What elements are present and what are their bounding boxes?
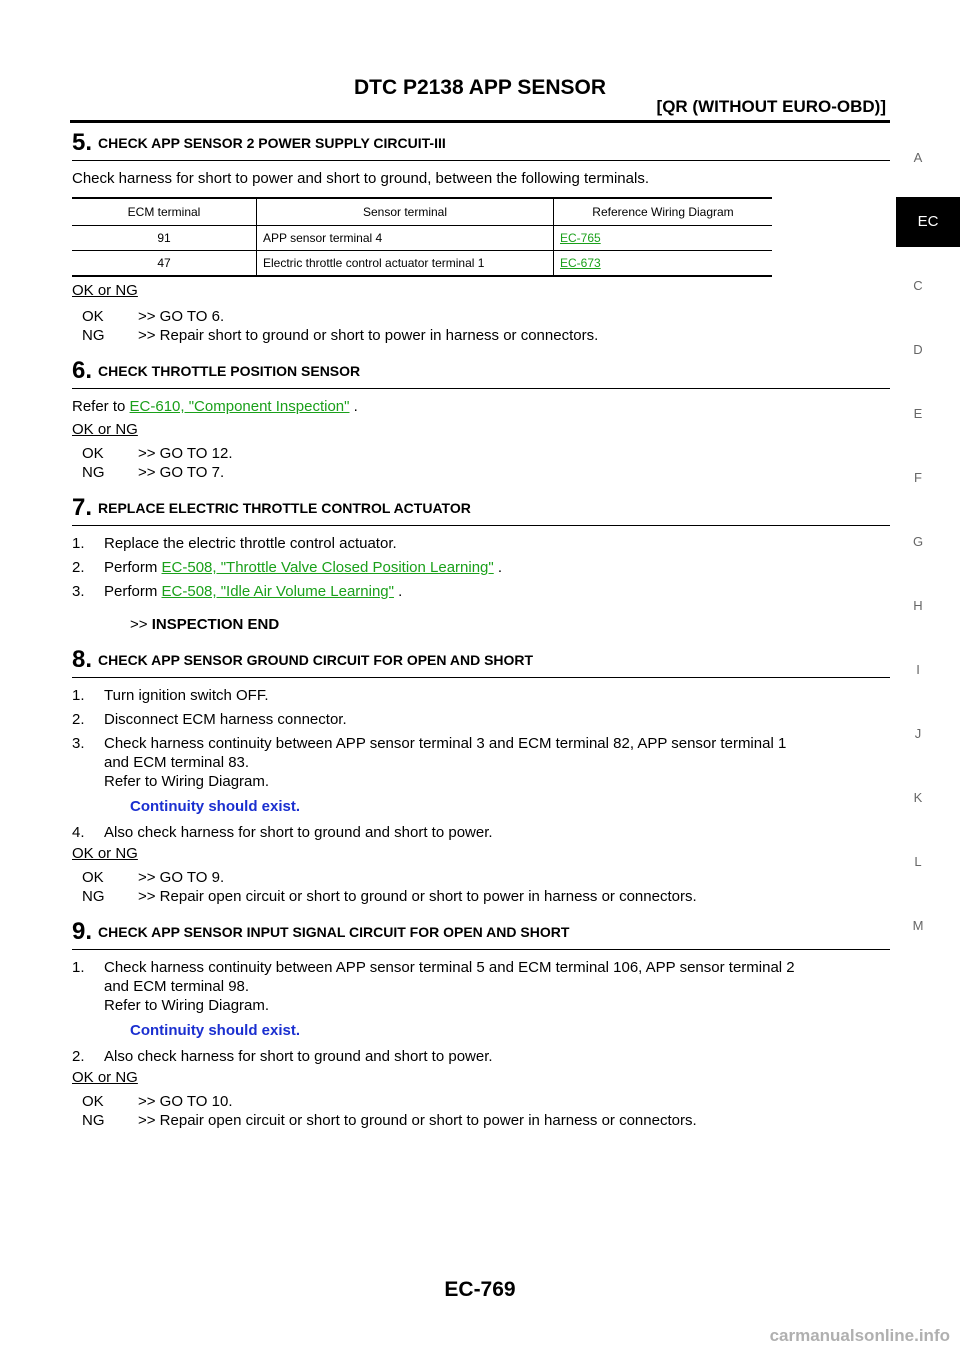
section-index-g[interactable]: G	[912, 534, 924, 549]
ng-result: NG >> Repair short to ground or short to power in harness or connectors.	[82, 327, 599, 344]
component-inspection-link[interactable]: EC-610, "Component Inspection"	[129, 398, 350, 415]
watermark: carmanualsonline.info	[769, 1326, 950, 1345]
step-8-list	[72, 686, 890, 791]
ok-or-ng-label: OK or NG	[72, 845, 138, 862]
list-item: 4. Also check harness for short to ground and short to power.	[72, 824, 493, 841]
section-index-i[interactable]: I	[916, 662, 920, 677]
ok-or-ng-label: OK or NG	[72, 1069, 138, 1086]
step-title: REPLACE ELECTRIC THROTTLE CONTROL ACTUATOR	[98, 500, 471, 516]
step-number: 5.	[72, 129, 93, 156]
step-number: 7.	[72, 494, 93, 521]
step-9-heading	[72, 919, 890, 950]
table-header: Reference Wiring Diagram	[554, 198, 773, 226]
ok-or-ng-label: OK or NG	[72, 282, 138, 299]
table-cell: 47	[72, 251, 257, 277]
step-9-list-cont	[72, 1047, 890, 1066]
section-index-j[interactable]: J	[914, 726, 922, 741]
step-8-list-cont	[72, 823, 890, 842]
ok-or-ng-label: OK or NG	[72, 421, 138, 438]
section-index-c[interactable]: C	[913, 278, 923, 293]
step-number: 9.	[72, 918, 93, 945]
section-index-ec[interactable]: EC	[896, 197, 960, 247]
ok-result: OK >> GO TO 12.	[82, 445, 233, 462]
ok-result: OK >> GO TO 10.	[82, 1093, 233, 1110]
wiring-diagram-link[interactable]: EC-765	[560, 231, 601, 245]
section-index-m[interactable]: M	[912, 918, 924, 933]
table-header: ECM terminal	[72, 198, 257, 226]
table-cell-link	[554, 226, 773, 251]
throttle-learning-link[interactable]: EC-508, "Throttle Valve Closed Position Learning"	[161, 559, 494, 576]
table-row	[72, 226, 772, 251]
page-title: DTC P2138 APP SENSOR	[353, 76, 607, 99]
table-cell-link	[554, 251, 773, 277]
ng-result: NG >> Repair open circuit or short to ground or short to power in harness or connectors.	[82, 1112, 697, 1129]
step-title: CHECK APP SENSOR GROUND CIRCUIT FOR OPEN AND SHORT	[98, 652, 534, 668]
table-header: Sensor terminal	[257, 198, 554, 226]
list-item: 2. Perform EC-508, "Throttle Valve Closed Position Learning" .	[72, 559, 503, 576]
table-cell: Electric throttle control actuator terminal 1	[257, 251, 554, 277]
list-item: 2. Also check harness for short to ground and short to power.	[72, 1048, 493, 1065]
step-6-instruction: Refer to EC-610, "Component Inspection" .	[72, 398, 358, 415]
inspection-end: >> INSPECTION END	[130, 616, 280, 633]
wiring-diagram-link[interactable]: EC-673	[560, 256, 601, 270]
list-item: 1. Check harness continuity between APP sensor terminal 5 and ECM terminal 106, APP sensor terminal 2 and ECM terminal 98. Refer to Wiring Diagram.	[72, 959, 795, 1014]
ok-result: OK >> GO TO 6.	[82, 308, 225, 325]
list-item: 1. Replace the electric throttle control actuator.	[72, 535, 397, 552]
step-title: CHECK APP SENSOR INPUT SIGNAL CIRCUIT FOR OPEN AND SHORT	[98, 924, 570, 940]
step-8-heading	[72, 647, 890, 678]
step-title: CHECK APP SENSOR 2 POWER SUPPLY CIRCUIT-III	[98, 135, 446, 151]
step-9-list	[72, 958, 890, 1015]
table-cell: 91	[72, 226, 257, 251]
header-rule	[70, 120, 890, 123]
page-number: EC-769	[444, 1278, 516, 1301]
continuity-note: Continuity should exist.	[130, 1022, 301, 1039]
ok-result: OK >> GO TO 9.	[82, 869, 225, 886]
list-item: 2. Disconnect ECM harness connector.	[72, 711, 347, 728]
table-row	[72, 251, 772, 277]
table-header-row	[72, 198, 772, 226]
step-5-heading	[72, 130, 890, 161]
page-content	[72, 130, 890, 1130]
section-index-e[interactable]: E	[913, 406, 923, 421]
ng-result: NG >> GO TO 7.	[82, 464, 225, 481]
ng-result: NG >> Repair open circuit or short to ground or short to power in harness or connectors.	[82, 888, 697, 905]
terminal-table	[72, 197, 772, 277]
section-index-k[interactable]: K	[913, 790, 923, 805]
step-5-instruction: Check harness for short to power and short to ground, between the following terminals.	[72, 170, 649, 187]
idle-air-learning-link[interactable]: EC-508, "Idle Air Volume Learning"	[161, 583, 394, 600]
continuity-note: Continuity should exist.	[130, 798, 301, 815]
step-7-list	[72, 534, 890, 601]
step-6-heading	[72, 358, 890, 389]
list-item: 1. Turn ignition switch OFF.	[72, 687, 269, 704]
section-index	[896, 0, 960, 1358]
section-index-a[interactable]: A	[913, 150, 923, 165]
section-index-h[interactable]: H	[913, 598, 923, 613]
step-title: CHECK THROTTLE POSITION SENSOR	[98, 363, 361, 379]
list-item: 3. Perform EC-508, "Idle Air Volume Learning" .	[72, 583, 403, 600]
step-7-heading	[72, 495, 890, 526]
step-number: 6.	[72, 357, 93, 384]
list-item: 3. Check harness continuity between APP sensor terminal 3 and ECM terminal 82, APP sensor terminal 1 and ECM terminal 83. Refer to Wiring Diagram.	[72, 735, 787, 790]
page-subtitle: [QR (WITHOUT EURO-OBD)]	[656, 97, 886, 116]
table-cell: APP sensor terminal 4	[257, 226, 554, 251]
step-number: 8.	[72, 646, 93, 673]
section-index-l[interactable]: L	[914, 854, 922, 869]
section-index-f[interactable]: F	[914, 470, 922, 485]
section-index-d[interactable]: D	[913, 342, 923, 357]
